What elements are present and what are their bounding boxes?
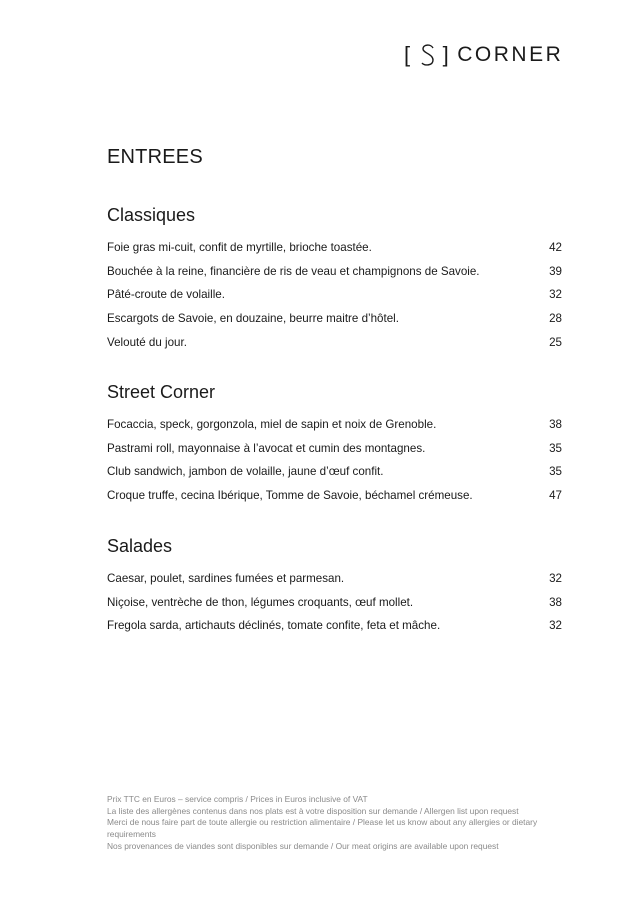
- menu-item: Club sandwich, jambon de volaille, jaune d’œuf confit. 35: [107, 460, 562, 484]
- price: 38: [549, 418, 562, 431]
- price: 38: [549, 595, 562, 609]
- section-classiques: [107, 204, 562, 354]
- menu-item: Velouté du jour. 25: [107, 331, 562, 355]
- footer-line: Prix TTC en Euros – service compris / Prices in Euros inclusive of VAT: [107, 794, 368, 804]
- section-title: Street Corner: [107, 382, 216, 402]
- logo-word: CORNER: [457, 43, 564, 66]
- price: 39: [549, 264, 562, 278]
- section-title: Classiques: [107, 205, 196, 225]
- menu-item: Pâté-croute de volaille. 32: [107, 283, 562, 307]
- price: 32: [549, 619, 562, 633]
- section-title: Salades: [107, 536, 173, 556]
- s-logo-icon: [419, 42, 437, 68]
- menu-item: Croque truffe, cecina Ibérique, Tomme de Savoie, béchamel crémeuse. 47: [107, 484, 562, 508]
- section-street-corner: [107, 381, 562, 508]
- menu-item: Bouchée à la reine, financière de ris de veau et champignons de Savoie. 39: [107, 260, 562, 284]
- menu-item: Fregola sarda, artichauts déclinés, tomate confite, feta et mâche. 32: [107, 614, 562, 638]
- menu-item: Focaccia, speck, gorgonzola, miel de sapin et noix de Grenoble. 38: [107, 413, 562, 437]
- footer-notes: [107, 794, 562, 853]
- price: 28: [549, 312, 562, 326]
- price: 35: [549, 465, 562, 479]
- corner-logo: [ ] CORNER: [404, 42, 564, 67]
- price: 32: [549, 572, 562, 585]
- menu-item: Escargots de Savoie, en douzaine, beurre maitre d’hôtel. 28: [107, 307, 562, 331]
- footer-line: Nos provenances de viandes sont disponibles sur demande / Our meat origins are available upon request: [107, 840, 499, 851]
- menu-item: Caesar, poulet, sardines fumées et parmesan. 32: [107, 567, 562, 591]
- footer-line: Merci de nous faire part de toute allergie ou restriction alimentaire / Please let us know about any allergies or dietary requirements: [107, 817, 538, 840]
- menu-item: Niçoise, ventrèche de thon, légumes croquants, œuf mollet. 38: [107, 591, 562, 615]
- price: 47: [549, 489, 562, 503]
- menu-item: Foie gras mi-cuit, confit de myrtille, brioche toastée. 42: [107, 236, 562, 260]
- price: 42: [549, 241, 562, 254]
- price: 35: [549, 441, 562, 455]
- price: 25: [549, 335, 562, 349]
- footer-line: La liste des allergènes contenus dans nos plats est à votre disposition sur demande / Allergen list upon request: [107, 805, 519, 816]
- section-salades: [107, 535, 562, 638]
- page-title: ENTREES: [107, 146, 203, 168]
- menu-item: Pastrami roll, mayonnaise à l’avocat et cumin des montagnes. 35: [107, 437, 562, 461]
- price: 32: [549, 288, 562, 302]
